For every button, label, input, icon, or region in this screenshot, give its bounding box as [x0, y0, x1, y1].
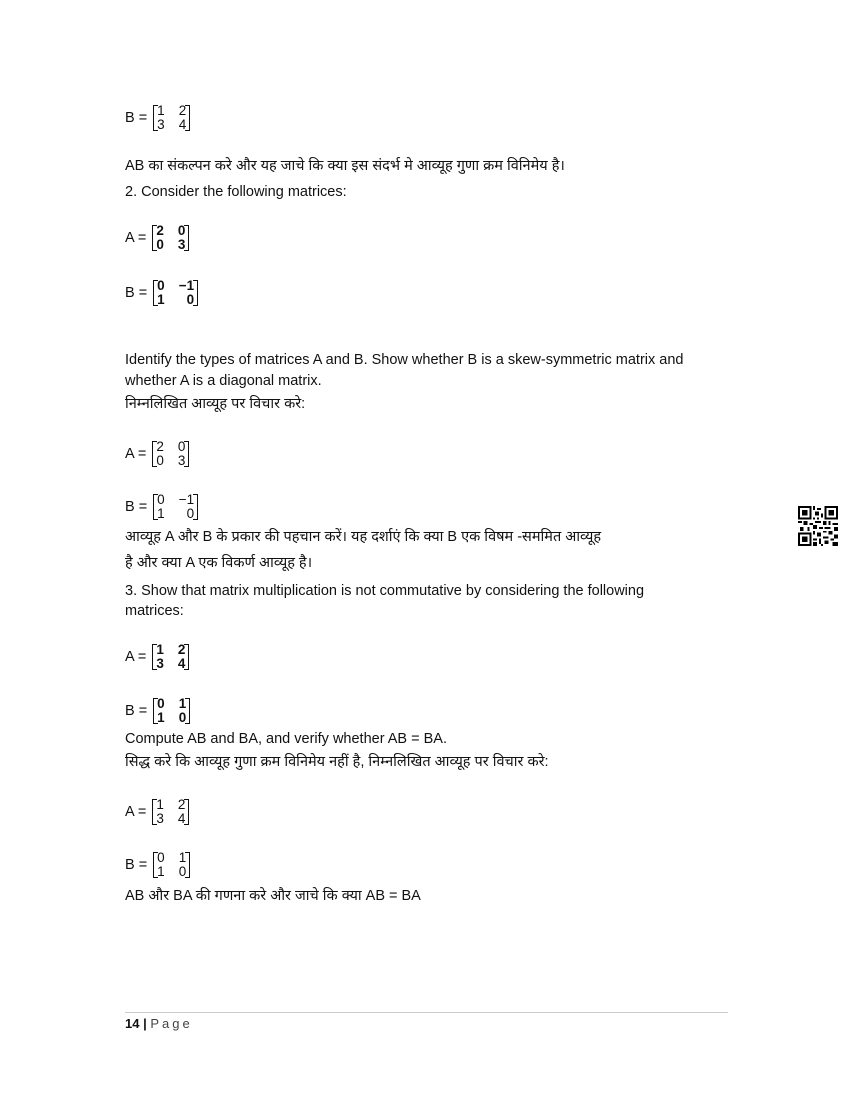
matrix-cell: 0 — [156, 453, 164, 468]
matrix-label: B = — [125, 703, 148, 719]
q2-matrix-b — [125, 277, 198, 309]
q2-text-line1: Identify the types of matrices A and B. Show whether B is a skew-symmetric matrix and — [125, 352, 684, 368]
matrix-body — [153, 851, 190, 879]
matrix-label: B = — [125, 285, 148, 301]
matrix-cell: −1 — [178, 492, 195, 507]
q2-heading: 2. Consider the following matrices: — [125, 184, 347, 200]
matrix-cell: 0 — [186, 292, 195, 307]
q2-hindi-line1: आव्यूह A और B के प्रकार की पहचान करें। यह दर्शाएं कि क्या B एक विषम -सममित आव्यूह — [125, 529, 602, 545]
matrix-label: A = — [125, 804, 147, 820]
matrix-cell: 3 — [177, 453, 186, 468]
q2-matrix-a — [125, 222, 189, 254]
matrix-cell: 0 — [157, 696, 165, 711]
matrix-cell: 3 — [156, 811, 164, 826]
matrix-cell: 1 — [156, 797, 164, 812]
q2-hindi-matrix-b — [125, 491, 198, 523]
q3-hindi-matrix-a — [125, 796, 189, 828]
page-label: Page — [150, 1016, 193, 1031]
matrix-cell: 1 — [178, 696, 187, 711]
q3-hindi-matrix-b — [125, 849, 190, 881]
matrix-cell: 4 — [177, 811, 186, 826]
matrix-cell: 2 — [177, 797, 186, 812]
matrix-cell: 0 — [157, 492, 165, 507]
q2-hindi-line2: है और क्या A एक विकर्ण आव्यूह है। — [125, 555, 313, 571]
matrix-cell: 1 — [157, 710, 165, 725]
matrix-cell: −1 — [178, 278, 195, 293]
matrix-cell: 1 — [156, 642, 164, 657]
q3-heading-line1: 3. Show that matrix multiplication is not commutative by considering the following — [125, 583, 645, 599]
q3-hindi-heading: सिद्ध करे कि आव्यूह गुणा क्रम विनिमेय नहीं है, निम्नलिखित आव्यूह पर विचार करे: — [125, 754, 549, 770]
q3-heading-line2: matrices: — [125, 603, 184, 619]
q3-hindi-text: AB और BA की गणना करे और जाचे कि क्या AB = BA — [125, 888, 421, 904]
matrix-cell: 0 — [178, 710, 187, 725]
q3-matrix-a — [125, 641, 189, 673]
footer-divider — [125, 1012, 728, 1013]
matrix-cell: 4 — [178, 117, 187, 132]
matrix-cell: 1 — [178, 850, 187, 865]
q3-matrix-b — [125, 695, 190, 727]
matrix-cell: 0 — [177, 223, 186, 238]
page-number: 14 — [125, 1016, 140, 1031]
matrix-cell: 0 — [186, 506, 195, 521]
q2-text-line2: whether A is a diagonal matrix. — [125, 373, 322, 389]
page-footer — [125, 1016, 193, 1031]
matrix-cell: 0 — [157, 278, 165, 293]
matrix-cell: 3 — [156, 656, 164, 671]
matrix-cell: 3 — [157, 117, 165, 132]
matrix-body — [153, 279, 198, 307]
qr-code-icon — [798, 506, 838, 546]
q2-hindi-matrix-a — [125, 438, 189, 470]
matrix-body — [152, 643, 189, 671]
matrix-body — [152, 224, 189, 252]
matrix-cell: 1 — [157, 506, 165, 521]
matrix-cell: 0 — [156, 237, 164, 252]
matrix-cell: 2 — [156, 439, 164, 454]
matrix-cell: 2 — [177, 642, 186, 657]
matrix-cell: 2 — [156, 223, 164, 238]
matrix-label: B = — [125, 110, 148, 126]
q2-hindi-heading: निम्नलिखित आव्यूह पर विचार करे: — [125, 396, 306, 412]
footer-separator: | — [143, 1016, 147, 1031]
matrix-label: A = — [125, 649, 147, 665]
matrix-b-intro — [125, 102, 190, 134]
matrix-cell: 1 — [157, 864, 165, 879]
matrix-body — [152, 440, 189, 468]
matrix-cell: 1 — [157, 292, 165, 307]
matrix-body — [152, 798, 189, 826]
matrix-label: A = — [125, 446, 147, 462]
matrix-cell: 3 — [177, 237, 186, 252]
q3-text: Compute AB and BA, and verify whether AB = BA. — [125, 731, 448, 747]
matrix-body — [153, 104, 190, 132]
matrix-label: A = — [125, 230, 147, 246]
matrix-cell: 0 — [178, 864, 187, 879]
matrix-cell: 4 — [177, 656, 186, 671]
matrix-cell: 0 — [157, 850, 165, 865]
matrix-cell: 1 — [157, 103, 165, 118]
matrix-cell: 2 — [178, 103, 187, 118]
hindi-q1-text: AB का संकल्पन करे और यह जाचे कि क्या इस संदर्भ मे आव्यूह गुणा क्रम विनिमेय है। — [125, 158, 565, 174]
matrix-label: B = — [125, 499, 148, 515]
matrix-body — [153, 493, 198, 521]
matrix-label: B = — [125, 857, 148, 873]
matrix-body — [153, 697, 190, 725]
matrix-cell: 0 — [177, 439, 186, 454]
